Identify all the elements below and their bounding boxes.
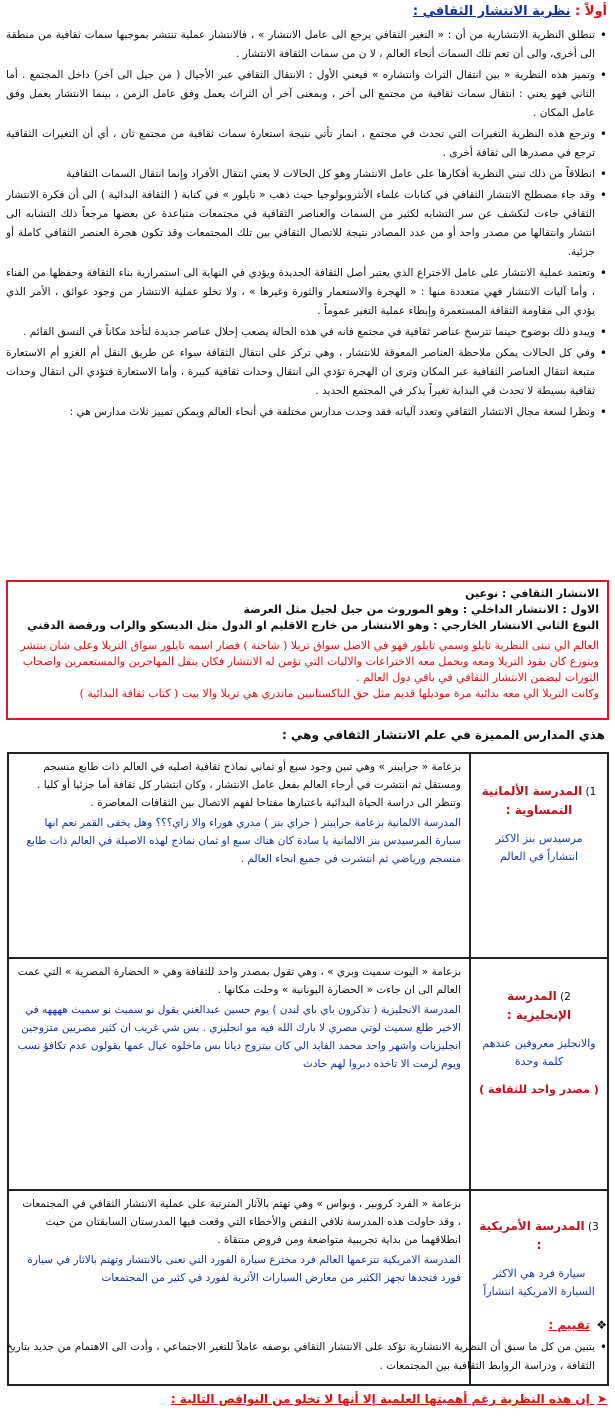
arrow-bullet-icon: ➤ bbox=[596, 1392, 607, 1406]
school-name: المدرسة الإنجليزية : bbox=[506, 989, 572, 1022]
school-number: 2) bbox=[560, 991, 571, 1003]
school-note: سيارة فرد هي الاكثر السيارة الامريكية انتشاراً bbox=[483, 1267, 595, 1298]
final-line bbox=[171, 1392, 607, 1406]
note-line: الانتشار الثقافي : نوعين bbox=[465, 587, 599, 600]
school-name-cell bbox=[470, 753, 608, 958]
schools-title: هذي المدارس المميزة في علم الانتشار الثقافي وهي : bbox=[282, 728, 605, 742]
note-line: الاول : الانتشار الداخلي : وهو الموروث من جيل لجيل مثل العرضة bbox=[243, 603, 599, 616]
bullet-item: • انطلاقاً من ذلك تبني النظرية أفكارها على عامل الانتشار وهو كل الحالات لا يعني انتقال الأفراد وإنما انتقال السمات الثقافية bbox=[6, 165, 595, 184]
school-number: 1) bbox=[585, 786, 597, 798]
school-note-source: ( مصدر واحد للثقافة ) bbox=[479, 1083, 599, 1096]
school-note: مرسيدس بنز الاكثر انتشاراً في العالم bbox=[495, 832, 583, 863]
school-desc-cell bbox=[8, 958, 470, 1190]
school-text: بزعامة « اليوت سميث وبري » ، وهي تقول بمصدر واحد للثقافة وهي « الحضارة المصرية » التي عمت العالم الى ان جاءت « الحضارة اليونانية » وحلت مكانها . bbox=[17, 966, 461, 996]
school-number: 3) bbox=[587, 1221, 599, 1233]
bullet-item: • وتميز هذه النظرية « بين انتقال التراث وانتشاره » فيعني الأول : الانتقال الثقافي عبر الأجيال ( من جيل الى آخر) داخل المجتمع . أما الثاني فهو يعني : انتقال سمات ثقافية من مجتمع الى آخر ، وبمعنى آخر أن التراث يعمل وفق عامل الزمن ، بينما الانتشار يعمل وفق عامل المكان . bbox=[6, 66, 595, 123]
bullet-item: • وتعتمد عملية الانتشار على عامل الاختراع الذي يعتبر أصل الثقافة الجديدة ويؤدي في النهاية الى استمرارية بناء الثقافة وحفظها من الفناء ، وأما آليات الانتشار فهي متعددة منها : « الهجرة والاستعمار والثورة وغيرها » ، ولا تخلو عملية الانتشار من وجود عوائق ، الأمر الذي يؤدي الى مقاومة الثقافة المستعمرة وإبطاء عملية التغير عموماً . bbox=[6, 264, 595, 321]
school-row bbox=[8, 958, 608, 1190]
school-name: المدرسة الأمريكية : bbox=[479, 1219, 585, 1252]
note-red-text: العالم الي تبنى النظرية تايلو وسمي تايلور فهو في الاصل سواق تريلا ( شاحنة ) فصار اسمه تايلور سواق التريلا وعلى شان ينتشر ويتوزع كان يقود التريلا ومعه ويحمل معه الاختراعات والاليات التي تؤمن له الانتشار فكان ينقل المهاجرين والمستعمرين واصحاب الثورات ليضمن الانتشار الثقافي في باقي دول العالم . bbox=[20, 639, 599, 684]
school-heading bbox=[479, 987, 599, 1025]
bullet-item: • وقد جاء مصطلح الانتشار الثقافي في كتابات علماء الأنثروبولوجيا حيث ذهب « تايلور » في كتابة ( الثقافة البدائية ) الى أن فكرة الانتشار الثقافي جاءت لتكشف عن سر التشابه لكثير من السمات والعناصر الثقافية في مجتمعات متباعدة عن بعضها مرجعاً ذلك التشابه الى انتشار وانتقالها من مصدر واحد أو من عدد المصادر نتيجة للاتصال الثقافي بين تلك المجتمعات وقد تكون هجرة العنصر الثقافي كاملة أو جزئية. bbox=[6, 186, 595, 262]
evaluation-list bbox=[6, 1338, 609, 1378]
note-red-text: وكانت التريلا الي معه بدائية مرة موديلها قديم مثل حق الباكستانيين ماتدري هي تريلا والا بيت ( كتاب ثقافة البدائية ) bbox=[79, 687, 599, 700]
section-heading bbox=[413, 4, 607, 19]
school-name-cell bbox=[470, 958, 608, 1190]
school-remark: المدرسة الالمانية بزعامة جرايبنر ( جراي بنز ) مدري هوراء والا زاي؟؟؟ وهل يخفى القمر نعم انها سيارة المرسيدس بنز الالمانية يا سادة كان هناك سبع او ثمان نماذج لهذه الاصيلة في العالم ذات طابع منسجم ورياضي ثم انتشرت في جميع انحاء العالم . bbox=[26, 817, 461, 865]
evaluation-title: تقييم : bbox=[548, 1318, 590, 1332]
schools-table bbox=[7, 752, 609, 1386]
bullet-item: • وفي كل الحالات يمكن ملاحظة العناصر المعوقة للانتشار ، وهي تركز على انتقال الثقافة سواء عن طريق النقل أم الغزو أم الاستعارة متبعة انتقال العناصر الثقافية عبر المكان وترى ان الهجرة تؤدي الى انتقال وحدات ثقافية كبيرة ، وأما الاستعارة فتؤدي الى انتقال وحدات ثقافية بسيطة لا تحدث في البداية تغيراً يذكر في المجتمع الجديد . bbox=[6, 344, 595, 401]
evaluation-heading bbox=[548, 1318, 607, 1332]
bullet-item: • ويبدو ذلك بوضوح حينما تترسخ عناصر ثقافية في مجتمع فانه في هذه الحالة يصعب إحلال عناصر جديدة لتأخذ مكاناً في النسق القائم . bbox=[6, 323, 595, 342]
heading-title: نظرية الانتشار الثقافي : bbox=[412, 4, 571, 19]
school-row bbox=[8, 753, 608, 958]
evaluation-text: • يتبين من كل ما سبق أن النظرية الانتشارية تؤكد على الانتشار الثقافي بوصفه عاملاً للتغير الاجتماعي ، وأدت الى الاهتمام من جديد بتاريخ الثقافة ، ودراسة الروابط الثقافية بين المجتمعات . bbox=[6, 1338, 595, 1376]
school-note: والانجليز معروفين عندهم كلمة وحدة bbox=[482, 1037, 596, 1068]
school-heading bbox=[479, 782, 599, 820]
bullet-item: • تنطلق النظرية الانتشارية من أن : « التغير الثقافي يرجع الى عامل الانتشار » ، فالانتشار عملية تنتشر بموجبها سمات ثقافية من منطقة الى أخرى، والى أن تعم تلك السمات أنحاء العالم ، لا ن من سمات الثقافة الانتشار . bbox=[6, 26, 595, 64]
heading-prefix: أولاً : bbox=[575, 4, 607, 19]
school-remark: المدرسة الامريكية تتزعمها العالم فرد مخترع سيارة الفورد التي تعنى بالانتشار وتهتم بالاثار في سيارة فورد فتجدها تجهز الكثير من معارض السيارات الأثرية لفورد في كثير من المجتمعات bbox=[27, 1254, 461, 1284]
school-remark: المدرسة الانجليزية ( تذكرون باي باي لندن ) يوم حسين عبدالغني يقول نو سميث نو سميث ههههه في الاخير طلع سميث لوتي مصري لا بارك الله فيه مو انجليزي . بس شي غريب ان كثير مصريين متزوجين انجليزيات واشهر واحد محمد الفايد الي كان بيتزوج ديانا بس ماخلوه عيال عمها يقولون عدم تكافؤ نسب ويوم لزمت الا تاخذه دبروا لهم حادث bbox=[17, 1004, 461, 1070]
bullet-list bbox=[6, 26, 609, 424]
school-name: المدرسة الألمانية النمساوية : bbox=[481, 784, 583, 817]
bullet-item: • وترجع هذه النظرية التغيرات التي تحدث في مجتمع ، انمار تأتي نتيجة استعارة سمات ثقافية من مجتمع ثان ، أي أن التغيرات الثقافية ترجع في مصدرها الى ثقافة أخرى . bbox=[6, 125, 595, 163]
school-text: بزعامة « جرايبنر » وهي تبين وجود سبع أو ثماني نماذج ثقافية اصليه في العالم ذات طابع منسجم ومستقل ثم انتشرت في أرجاء العالم بفعل عامل الانتشار ، وكان انتشار كل ثقافة أما جزئيا أو كليا . وتنظر الى دراسة الحياة البدائية باعتبارها مفتاحا لفهم الاتصال بين الثقافات المعاصرة . bbox=[37, 761, 461, 809]
note-box bbox=[6, 580, 609, 720]
diamond-bullet-icon: ❖ bbox=[596, 1318, 607, 1332]
school-text: بزعامة « الفرد كروبير ، وبواس » وهي تهتم بالآثار المترتبة على عملية الانتشار الثقافي في المجتمعات ، وقد حاولت هذه المدرسة تلافي النقص والأخطاء التي وقعت فيها المدرستان السابقتان من حيث انطلاقهما من بداية تجريبية متواضعة ومن فروض منتقاة . bbox=[22, 1198, 461, 1246]
school-heading bbox=[479, 1217, 599, 1255]
note-line: النوع الثاني الانتشار الخارجي : وهو الانتشار من خارج الاقليم او الدول مثل الديسكو والراب ورقصة الدقني bbox=[27, 619, 599, 632]
bullet-item: • ونظرا لسعة مجال الانتشار الثقافي وتعدد آلياته فقد وجدت مدارس مختلفة في أنحاء العالم ويمكن تمييز ثلاث مدارس هي : bbox=[6, 403, 595, 422]
final-text: إن هذه النظرية رغم أهميتها العلمية إلا أنها لا تخلو من النواقص التالية : bbox=[170, 1392, 590, 1406]
school-desc-cell bbox=[8, 753, 470, 958]
